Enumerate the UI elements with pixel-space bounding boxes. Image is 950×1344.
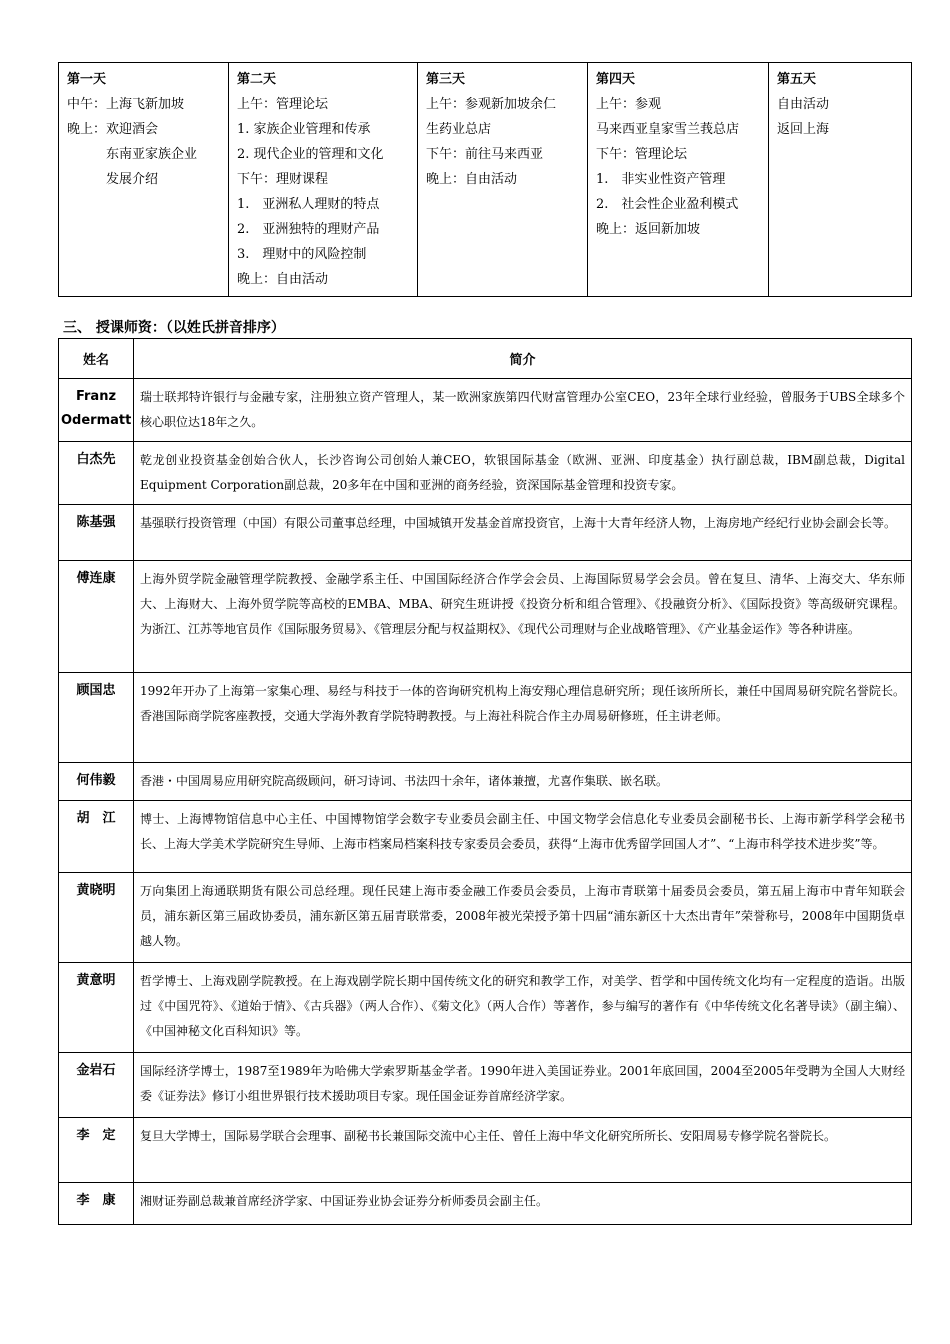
day-title: 第一天: [67, 72, 107, 87]
schedule-day-1: [59, 63, 229, 297]
schedule-line: 下午：理财课程: [237, 172, 329, 187]
faculty-header-row: [59, 339, 912, 379]
faculty-bio: 香港・中国周易应用研究院高级顾问，研习诗词、书法四十余年，诸体兼擅，尤喜作集联、嵌名联。: [134, 763, 912, 801]
section-title: 三、 授课师资：（以姓氏拼音排序）: [63, 320, 285, 336]
faculty-name: 顾国忠: [59, 673, 134, 763]
schedule-line: 晚上：自由活动: [426, 172, 518, 187]
day-title: 第三天: [426, 72, 466, 87]
day-title: 第二天: [237, 72, 277, 87]
schedule-line: 返回上海: [777, 122, 830, 137]
schedule-line: 2. 现代企业的管理和文化: [237, 147, 384, 162]
schedule-day-2: [229, 63, 418, 297]
faculty-row: [59, 1118, 912, 1183]
schedule-line: 发展介绍: [67, 172, 159, 187]
faculty-bio: 万向集团上海通联期货有限公司总经理。现任民建上海市委金融工作委员会委员，上海市青联第十届委员会委员，第五届上海市中青年知联会员，浦东新区第三届政协委员，浦东新区第五届青联常委，2008年被光荣授予第十四届“浦东新区十大杰出青年”荣誉称号，2008年中国期货卓越人物。: [134, 873, 912, 963]
faculty-row: [59, 561, 912, 673]
faculty-table: [58, 338, 912, 1225]
faculty-bio: 乾龙创业投资基金创始合伙人，长沙咨询公司创始人兼CEO，软银国际基金（欧洲、亚洲、印度基金）执行副总裁，IBM副总裁，Digital Equipment Corporation副总裁，20多年在中国和亚洲的商务经验，资深国际基金管理和投资专家。: [134, 442, 912, 505]
faculty-row: [59, 801, 912, 873]
schedule-line: 下午：前往马来西亚: [426, 147, 544, 162]
schedule-day-3: [418, 63, 588, 297]
faculty-name: 金岩石: [59, 1053, 134, 1118]
faculty-bio: 博士、上海博物馆信息中心主任、中国博物馆学会数字专业委员会副主任、中国文物学会信息化专业委员会副秘书长、上海市新学科学会秘书长、上海大学美术学院研究生导师、上海市档案局档案科技专家委员会委员，获得“上海市优秀留学回国人才”、“上海市科学技术进步奖”等。: [134, 801, 912, 873]
faculty-row: [59, 379, 912, 442]
schedule-line: 1. 非实业性资产管理: [596, 172, 726, 187]
schedule-line: 晚上：欢迎酒会: [67, 122, 159, 137]
schedule-line: 自由活动: [777, 97, 830, 112]
faculty-name: 李 定: [59, 1118, 134, 1183]
schedule-line: 上午：参观新加坡余仁: [426, 97, 557, 112]
day-title: 第四天: [596, 72, 636, 87]
faculty-name: 胡 江: [59, 801, 134, 873]
faculty-row: [59, 673, 912, 763]
schedule-line: 晚上：自由活动: [237, 272, 329, 287]
schedule-line: 2. 社会性企业盈利模式: [596, 197, 739, 212]
faculty-bio: 上海外贸学院金融管理学院教授、金融学系主任、中国国际经济合作学会会员、上海国际贸易学会会员。曾在复旦、清华、上海交大、华东师大、上海财大、上海外贸学院等高校的EMBA、MBA、研究生班讲授《投资分析和组合管理》、《投融资分析》、《国际投资》等高级研究课程。 为浙江、江苏等地官员作《国际服务贸易》、《管理层分配与权益期权》、《现代公司理财与企业战略管理》、《产业基金运作》等各种讲座。: [134, 561, 912, 673]
faculty-bio: 1992年开办了上海第一家集心理、易经与科技于一体的咨询研究机构上海安翔心理信息研究所；现任该所所长，兼任中国周易研究院名誉院长。香港国际商学院客座教授，交通大学海外教育学院特聘教授。与上海社科院合作主办周易研修班，任主讲老师。: [134, 673, 912, 763]
faculty-row: [59, 505, 912, 561]
faculty-name: 李 康: [59, 1183, 134, 1225]
schedule-line: 上午：管理论坛: [237, 97, 329, 112]
faculty-row: [59, 873, 912, 963]
faculty-name: 黄意明: [59, 963, 134, 1053]
schedule-day-5: [769, 63, 912, 297]
schedule-line: 晚上：返回新加坡: [596, 222, 701, 237]
schedule-line: 2. 亚洲独特的理财产品: [237, 222, 380, 237]
faculty-name: 黄晓明: [59, 873, 134, 963]
faculty-bio: 瑞士联邦特许银行与金融专家，注册独立资产管理人，某一欧洲家族第四代财富管理办公室CEO，23年全球行业经验，曾服务于UBS全球多个核心职位达18年之久。: [134, 379, 912, 442]
faculty-name: 陈基强: [59, 505, 134, 561]
faculty-row: [59, 442, 912, 505]
faculty-bio: 哲学博士、上海戏剧学院教授。在上海戏剧学院长期中国传统文化的研究和教学工作，对美学、哲学和中国传统文化均有一定程度的造诣。出版过《中国咒符》、《道始于情》、《古兵器》（两人合作）、《菊文化》（两人合作）等著作，参与编写的著作有《中华传统文化名著导读》（副主编）、《中国神秘文化百科知识》等。: [134, 963, 912, 1053]
schedule-day-4: [588, 63, 769, 297]
faculty-bio: 复旦大学博士，国际易学联合会理事、副秘书长兼国际交流中心主任、曾任上海中华文化研究所所长、安阳周易专修学院名誉院长。: [134, 1118, 912, 1183]
header-bio: 简介: [134, 339, 912, 379]
faculty-bio: 湘财证券副总裁兼首席经济学家、中国证券业协会证券分析师委员会副主任。: [134, 1183, 912, 1225]
schedule-line: 1. 亚洲私人理财的特点: [237, 197, 380, 212]
schedule-line: 1. 家族企业管理和传承: [237, 122, 371, 137]
schedule-line: 生药业总店: [426, 122, 492, 137]
schedule-line: 马来西亚皇家雪兰莪总店: [596, 122, 740, 137]
faculty-row: [59, 1183, 912, 1225]
faculty-row: [59, 763, 912, 801]
schedule-row: [59, 63, 912, 297]
schedule-line: 中午：上海飞新加坡: [67, 97, 185, 112]
faculty-bio: 基强联行投资管理（中国）有限公司董事总经理，中国城镇开发基金首席投资官，上海十大青年经济人物，上海房地产经纪行业协会副会长等。: [134, 505, 912, 561]
schedule-line: 上午：参观: [596, 97, 662, 112]
faculty-name: 何伟毅: [59, 763, 134, 801]
faculty-bio: 国际经济学博士，1987至1989年为哈佛大学索罗斯基金学者。1990年进入美国证券业。2001年底回国，2004至2005年受聘为全国人大财经委《证券法》修订小组世界银行技术援助项目专家。现任国金证券首席经济学家。: [134, 1053, 912, 1118]
schedule-line: 下午：管理论坛: [596, 147, 688, 162]
header-name: 姓名: [59, 339, 134, 379]
faculty-row: [59, 963, 912, 1053]
faculty-name: 傅连康: [59, 561, 134, 673]
day-title: 第五天: [777, 72, 817, 87]
faculty-row: [59, 1053, 912, 1118]
faculty-name: 白杰先: [59, 442, 134, 505]
schedule-line: 东南亚家族企业: [67, 147, 198, 162]
schedule-table: [58, 62, 912, 297]
faculty-name: Franz Odermatt: [59, 379, 134, 442]
schedule-line: 3. 理财中的风险控制: [237, 247, 367, 262]
